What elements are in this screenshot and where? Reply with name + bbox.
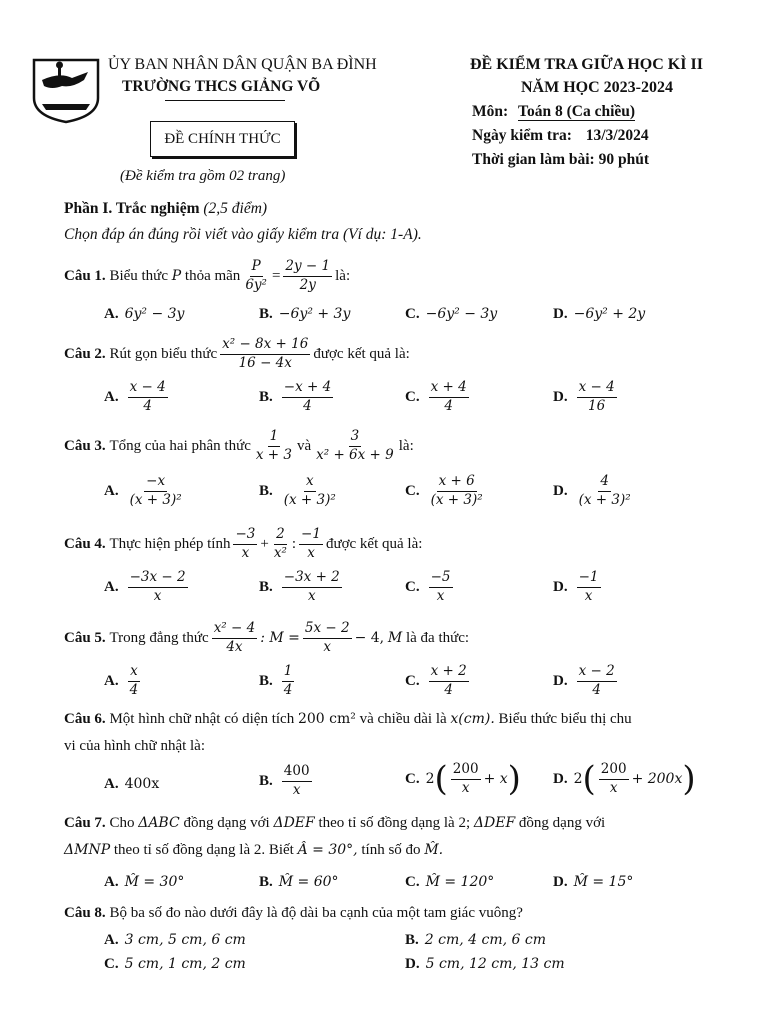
q4-f3-num: −1 (299, 527, 323, 545)
q2-den: 16 − 4x (238, 354, 292, 371)
q3-d-den: (x + 3)² (578, 491, 631, 508)
part1-points: (2,5 điểm) (203, 200, 268, 217)
q3-c-frac (429, 474, 485, 508)
q1-d-value: −6y² + 2y (573, 306, 646, 322)
q2-letter-c: C. (405, 388, 420, 405)
q7-option-b (259, 874, 339, 891)
q4-b-den: x (307, 587, 316, 604)
q4-label: Câu 4. (64, 535, 106, 552)
q6-stem (64, 711, 632, 728)
q7-t4: theo tỉ số đồng dạng là 2; (318, 815, 471, 831)
q2-d-den: 16 (588, 397, 606, 414)
q4-d-frac (577, 570, 601, 604)
q2-option-c (405, 380, 472, 414)
q2-a-num: x − 4 (128, 380, 168, 398)
q1-b-value: −6y² + 3y (278, 306, 351, 322)
q6-c-pre: 2 (425, 771, 435, 788)
q4-text: Thực hiện phép tính (109, 535, 231, 552)
q1-letter-d: D. (553, 306, 568, 322)
q5-option-c (405, 664, 472, 698)
q7-t6: đồng dạng với (518, 815, 606, 831)
q7-t1: ΔABC (138, 815, 180, 831)
q7-letter-a: A. (104, 874, 119, 890)
q3-label: Câu 3. (64, 437, 106, 454)
q3-f1-num: 1 (268, 429, 281, 447)
official-label: ĐỀ CHÍNH THỨC (164, 130, 281, 147)
q7-l2c: Â = 30°, (297, 842, 358, 858)
q8-b-value: 2 cm, 4 cm, 6 cm (424, 932, 546, 948)
q5-mid: : M = (260, 630, 300, 646)
q2-option-b (259, 380, 336, 414)
q2-frac (220, 337, 310, 371)
q1-letter-a: A. (104, 306, 119, 322)
q3-c-num: x + 6 (437, 474, 477, 492)
q7-option-d (553, 874, 633, 891)
q3-and: và (296, 437, 312, 454)
date-label: Ngày kiểm tra: (472, 127, 572, 144)
q3-a-num: −x (144, 474, 167, 492)
q4-frac2 (272, 527, 289, 561)
q5-var: M (387, 630, 403, 646)
q3-letter-d: D. (553, 482, 568, 499)
q4-end: được kết quả là: (325, 535, 423, 552)
school-underline (165, 100, 285, 101)
pages-note: (Đề kiểm tra gồm 02 trang) (120, 168, 286, 184)
q3-text: Tổng của hai phân thức (109, 437, 251, 454)
q8-letter-c: C. (104, 956, 119, 972)
q2-c-num: x + 4 (429, 380, 469, 398)
q5-frac1 (212, 621, 258, 655)
part1-title: Phần I. Trắc nghiệm (64, 200, 200, 217)
q6-c-den: x (461, 779, 470, 796)
q6-c-paren-close: ) (507, 759, 521, 800)
subject-line (472, 103, 635, 121)
q5-b-den: 4 (283, 681, 293, 698)
q3-f2-num: 3 (349, 429, 362, 447)
q5-f2-num: 5x − 2 (303, 621, 352, 639)
q7-letter-b: B. (259, 874, 273, 890)
q5-stem (64, 618, 469, 658)
q3-c-den: (x + 3)² (430, 491, 483, 508)
q1-frac2 (283, 259, 332, 293)
subject-label: Môn: (472, 103, 509, 120)
q3-d-num: 4 (598, 474, 611, 492)
q6-letter-b: B. (259, 772, 273, 789)
q6-option-a (104, 776, 159, 793)
q5-a-num: x (128, 664, 140, 682)
q7-t5: ΔDEF (473, 815, 516, 831)
q3-option-d (553, 474, 636, 508)
q7-option-c (405, 874, 494, 891)
committee-name: ỦY BAN NHÂN DÂN QUẬN BA ĐÌNH (108, 56, 377, 73)
q4-letter-a: A. (104, 578, 119, 595)
q4-c-num: −5 (429, 570, 453, 588)
q8-stem (64, 905, 523, 922)
q7-l2b: theo tỉ số đồng dạng là 2. Biết (113, 842, 294, 858)
q6-c-frac (451, 762, 481, 796)
q4-c-frac (429, 570, 453, 604)
exam-title: ĐỀ KIỂM TRA GIỮA HỌC KÌ II (470, 56, 703, 73)
q7-l2a: ΔMNP (64, 842, 111, 858)
q6-text2: và chiều dài là (359, 711, 447, 727)
q5-letter-a: A. (104, 672, 119, 689)
q6-line2: vi của hình chữ nhật là: (64, 738, 206, 754)
q5-letter-d: D. (553, 672, 568, 689)
q5-label: Câu 5. (64, 629, 106, 646)
q2-a-den: 4 (143, 397, 152, 414)
q4-f2-den: x² (273, 544, 287, 561)
q1-letter-c: C. (405, 306, 420, 322)
q1-label: Câu 1. (64, 267, 106, 284)
q2-c-den: 4 (444, 397, 453, 414)
q4-a-den: x (153, 587, 162, 604)
q4-frac1 (233, 527, 257, 561)
subject-value: Toán 8 (Ca chiều) (518, 103, 636, 120)
q5-option-d (553, 664, 620, 698)
q4-op2: : (291, 535, 297, 552)
q4-letter-d: D. (553, 578, 568, 595)
q1-frac1 (243, 259, 269, 293)
q2-letter-d: D. (553, 388, 568, 405)
q1-frac1-num: P (250, 259, 263, 277)
q4-c-den: x (436, 587, 445, 604)
q5-b-frac (282, 664, 295, 698)
q4-b-frac (282, 570, 342, 604)
q3-option-b (259, 474, 341, 508)
q1-eq: = (271, 267, 281, 284)
q7-a-value: M̂ = 30° (124, 874, 185, 890)
q5-d-num: x − 2 (577, 664, 617, 682)
q6-text: Một hình chữ nhật có diện tích (109, 711, 295, 727)
q4-option-d (553, 570, 604, 604)
q7-l2e: M̂. (424, 842, 444, 858)
q7-t2: đồng dạng với (183, 815, 270, 831)
q8-a-value: 3 cm, 5 cm, 6 cm (124, 932, 246, 948)
q1-option-d (553, 306, 645, 323)
q1-c-value: −6y² − 3y (425, 306, 498, 322)
q5-f1-den: 4x (226, 638, 243, 655)
q3-end: là: (398, 437, 414, 454)
q5-text: Trong đẳng thức (109, 629, 209, 646)
q1-frac1-den: 6y² (245, 276, 267, 293)
q3-a-frac (128, 474, 184, 508)
q7-letter-d: D. (553, 874, 568, 890)
q2-num: x² − 8x + 16 (220, 337, 310, 355)
q3-b-num: x (304, 474, 316, 492)
q6-c-num: 200 (451, 762, 481, 780)
q6-d-den: x (609, 779, 618, 796)
q2-stem (64, 334, 410, 374)
q1-option-c (405, 306, 497, 323)
q3-letter-b: B. (259, 482, 273, 499)
q1-option-a (104, 306, 184, 323)
q1-var: P (171, 268, 182, 284)
q2-a-frac (128, 380, 168, 414)
q4-option-c (405, 570, 456, 604)
q2-b-num: −x + 4 (282, 380, 333, 398)
q1-option-b (259, 306, 350, 323)
part1-instruction: Chọn đáp án đúng rồi viết vào giấy kiểm tra (Ví dụ: 1-A). (64, 226, 422, 243)
q4-d-den: x (584, 587, 593, 604)
q2-b-den: 4 (303, 397, 312, 414)
q8-option-d (405, 956, 565, 973)
q5-end: là đa thức: (405, 629, 470, 646)
official-box (150, 121, 295, 157)
q6-text3: Biểu thức biểu thị chu (498, 711, 632, 727)
q3-letter-c: C. (405, 482, 420, 499)
date-line (472, 127, 649, 145)
q6-option-b (259, 764, 315, 798)
q2-b-frac (282, 380, 333, 414)
q7-t3: ΔDEF (273, 815, 315, 831)
school-year: NĂM HỌC 2023-2024 (521, 79, 673, 96)
q4-d-num: −1 (577, 570, 601, 588)
part1-heading (64, 200, 267, 218)
q8-option-a (104, 932, 246, 949)
q6-len: x(cm). (450, 711, 495, 727)
q6-letter-c: C. (405, 770, 420, 787)
q3-a-den: (x + 3)² (129, 491, 182, 508)
q3-d-frac (577, 474, 633, 508)
q4-f1-num: −3 (233, 527, 257, 545)
q8-option-c (104, 956, 246, 973)
q5-option-b (259, 664, 297, 698)
q2-end: được kết quả là: (313, 345, 410, 362)
q6-c-paren-open: ( (434, 759, 448, 800)
q2-letter-b: B. (259, 388, 273, 405)
q1-stem (64, 256, 350, 296)
q4-option-b (259, 570, 345, 604)
q7-d-value: M̂ = 15° (573, 874, 634, 890)
q6-b-frac (282, 764, 312, 798)
q7-c-value: M̂ = 120° (425, 874, 495, 890)
q5-a-frac (128, 664, 141, 698)
q3-option-a (104, 474, 187, 508)
q7-l2d: tính số đo (361, 842, 421, 858)
q4-a-num: −3x − 2 (128, 570, 188, 588)
q3-frac1 (254, 429, 294, 463)
q7-line2 (64, 842, 443, 859)
q4-f1-den: x (241, 544, 250, 561)
q1-frac2-num: 2y − 1 (283, 259, 332, 277)
time-line: Thời gian làm bài: 90 phút (472, 151, 649, 168)
q3-f1-den: x + 3 (255, 446, 292, 463)
q2-text: Rút gọn biểu thức (109, 345, 218, 362)
q4-f3-den: x (307, 544, 315, 561)
q6-c-post: + x (483, 771, 508, 788)
q7-letter-c: C. (405, 874, 420, 890)
logo-text: GV (58, 89, 76, 102)
q3-b-den: (x + 3)² (283, 491, 336, 508)
q8-option-b (405, 932, 546, 949)
q6-option-c (405, 759, 521, 800)
school-name: TRƯỜNG THCS GIẢNG VÕ (122, 78, 321, 95)
q5-option-a (104, 664, 143, 698)
q4-a-frac (128, 570, 188, 604)
q5-c-den: 4 (444, 681, 453, 698)
q6-d-pre: 2 (573, 771, 583, 788)
q5-c-num: x + 2 (429, 664, 469, 682)
q8-letter-d: D. (405, 956, 420, 972)
q1-frac2-den: 2y (299, 276, 316, 293)
q8-c-value: 5 cm, 1 cm, 2 cm (124, 956, 246, 972)
q4-letter-c: C. (405, 578, 420, 595)
q1-letter-b: B. (259, 306, 273, 322)
q6-option-d (553, 759, 696, 800)
q2-d-frac (577, 380, 617, 414)
q3-frac2 (314, 429, 396, 463)
school-logo (32, 58, 100, 124)
q6-area: 200 cm² (297, 711, 356, 727)
q5-b-num: 1 (282, 664, 295, 682)
q5-frac2 (303, 621, 352, 655)
q1-text: Biểu thức (109, 267, 168, 284)
q4-f2-num: 2 (274, 527, 287, 545)
q1-text2: thỏa mãn (184, 267, 241, 284)
q8-d-value: 5 cm, 12 cm, 13 cm (425, 956, 565, 972)
q6-d-paren-close: ) (682, 759, 696, 800)
q2-d-num: x − 4 (577, 380, 617, 398)
q7-option-a (104, 874, 184, 891)
q5-f1-num: x² − 4 (212, 621, 258, 639)
q4-option-a (104, 570, 191, 604)
q5-c-frac (429, 664, 469, 698)
q5-d-den: 4 (592, 681, 601, 698)
q5-f2-den: x (323, 638, 332, 655)
q7-stem (64, 815, 605, 832)
q7-b-value: M̂ = 60° (278, 874, 339, 890)
q2-c-frac (429, 380, 469, 414)
q3-b-frac (282, 474, 338, 508)
q6-letter-d: D. (553, 770, 568, 787)
q5-tail: − 4, (354, 630, 385, 646)
q3-letter-a: A. (104, 482, 119, 499)
q5-a-den: 4 (129, 681, 139, 698)
q3-stem (64, 426, 414, 466)
q7-text: Cho (109, 815, 135, 831)
q2-label: Câu 2. (64, 345, 106, 362)
q5-letter-b: B. (259, 672, 273, 689)
q6-d-num: 200 (599, 762, 629, 780)
q6-d-frac (599, 762, 629, 796)
q6-d-post: + 200x (631, 771, 683, 788)
q3-f2-den: x² + 6x + 9 (316, 446, 394, 463)
q4-op1: + (260, 535, 269, 552)
q3-option-c (405, 474, 488, 508)
q8-label: Câu 8. (64, 905, 106, 921)
q8-letter-a: A. (104, 932, 119, 948)
q2-option-a (104, 380, 171, 414)
q1-end: là: (335, 267, 351, 284)
q2-letter-a: A. (104, 388, 119, 405)
q6-b-num: 400 (282, 764, 312, 782)
q5-letter-c: C. (405, 672, 420, 689)
q6-b-den: x (292, 781, 301, 798)
q4-b-num: −3x + 2 (282, 570, 342, 588)
date-value: 13/3/2024 (585, 127, 649, 144)
q4-letter-b: B. (259, 578, 273, 595)
q8-text: Bộ ba số đo nào dưới đây là độ dài ba cạnh của một tam giác vuông? (109, 905, 523, 921)
q7-label: Câu 7. (64, 815, 106, 831)
q8-letter-b: B. (405, 932, 419, 948)
q6-d-paren-open: ( (582, 759, 596, 800)
q4-frac3 (299, 527, 323, 561)
q5-d-frac (577, 664, 617, 698)
q2-option-d (553, 380, 620, 414)
q6-letter-a: A. (104, 776, 119, 792)
q4-stem (64, 524, 422, 564)
q6-label: Câu 6. (64, 711, 106, 727)
q6-a-value: 400x (124, 776, 160, 792)
q1-a-value: 6y² − 3y (124, 306, 185, 322)
